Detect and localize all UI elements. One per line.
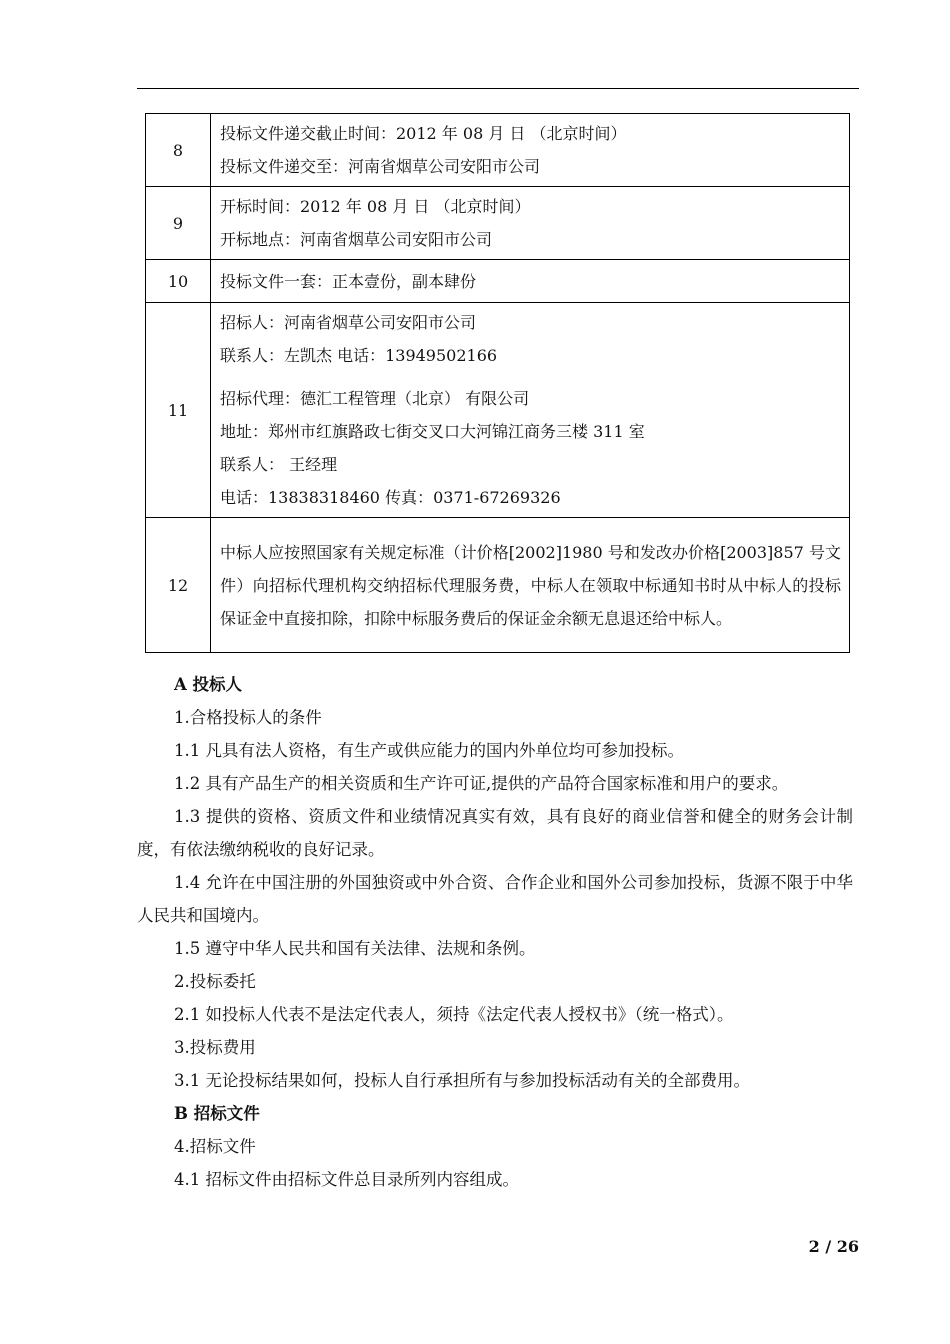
text-line: 招标代理：德汇工程管理（北京） 有限公司: [220, 389, 530, 408]
table-row: [146, 518, 850, 653]
body-text: [137, 668, 853, 1196]
text-line: 联系人：左凯杰 电话：13949502166: [220, 346, 498, 365]
text-line: 投标文件递交至：河南省烟草公司安阳市公司: [220, 157, 541, 176]
row-number: 10: [146, 260, 211, 303]
table-row: [146, 114, 850, 187]
text-line: 开标时间：2012 年 08 月 日 （北京时间）: [220, 197, 531, 216]
row-content: [211, 518, 850, 653]
total-pages: 26: [836, 1237, 859, 1256]
section-heading: A 投标人: [174, 675, 243, 694]
paragraph: 1.3 提供的资格、资质文件和业绩情况真实有效，具有良好的商业信誉和健全的财务会计制度，有依法缴纳税收的良好记录。: [137, 807, 853, 859]
paragraph: 2.1 如投标人代表不是法定代表人，须持《法定代表人授权书》（统一格式）。: [174, 1005, 734, 1024]
row-number: 12: [146, 518, 211, 653]
table-row: [146, 303, 850, 518]
text-line: 开标地点：河南省烟草公司安阳市公司: [220, 230, 493, 249]
subheading: 1.合格投标人的条件: [174, 708, 322, 727]
page-separator: /: [819, 1237, 837, 1256]
text-line: 招标人：河南省烟草公司安阳市公司: [220, 313, 477, 332]
text-line: 地址：郑州市红旗路政七街交叉口大河锦江商务三楼 311 室: [220, 422, 645, 441]
paragraph: 1.5 遵守中华人民共和国有关法律、法规和条例。: [174, 939, 536, 958]
spacer: [220, 372, 841, 382]
row-number: 11: [146, 303, 211, 518]
subheading: 4.招标文件: [174, 1137, 256, 1156]
info-table: [145, 113, 850, 653]
table-row: [146, 260, 850, 303]
paragraph: 1.2 具有产品生产的相关资质和生产许可证,提供的产品符合国家标准和用户的要求。: [174, 774, 789, 793]
text-line: 投标文件一套：正本壹份，副本肆份: [220, 271, 477, 291]
paragraph: 3.1 无论投标结果如何，投标人自行承担所有与参加投标活动有关的全部费用。: [174, 1071, 750, 1090]
page-number: [809, 1237, 859, 1256]
section-heading: B 招标文件: [174, 1104, 260, 1123]
row-content: [211, 260, 850, 303]
header-rule: [137, 88, 859, 89]
text-paragraph: 中标人应按照国家有关规定标准（计价格[2002]1980 号和发改办价格[2003]857 号文件）向招标代理机构交纳招标代理服务费，中标人在领取中标通知书时从中标人的投标保证金中直接扣除，扣除中标服务费后的保证金余额无息退还给中标人。: [220, 542, 841, 628]
row-content: [211, 303, 850, 518]
row-number: 9: [146, 187, 211, 260]
table-row: [146, 187, 850, 260]
text-line: 联系人： 王经理: [220, 455, 338, 474]
row-number: 8: [146, 114, 211, 187]
paragraph: 1.1 凡具有法人资格，有生产或供应能力的国内外单位均可参加投标。: [174, 741, 684, 760]
paragraph: 1.4 允许在中国注册的外国独资或中外合资、合作企业和国外公司参加投标，货源不限于中华人民共和国境内。: [137, 873, 853, 925]
subheading: 2.投标委托: [174, 972, 256, 991]
text-line: 电话：13838318460 传真：0371-67269326: [220, 488, 561, 507]
row-content: [211, 187, 850, 260]
current-page: 2: [808, 1237, 820, 1256]
row-content: [211, 114, 850, 187]
text-line: 投标文件递交截止时间：2012 年 08 月 日 （北京时间）: [220, 124, 627, 143]
paragraph: 4.1 招标文件由招标文件总目录所列内容组成。: [174, 1170, 519, 1189]
subheading: 3.投标费用: [174, 1038, 256, 1057]
